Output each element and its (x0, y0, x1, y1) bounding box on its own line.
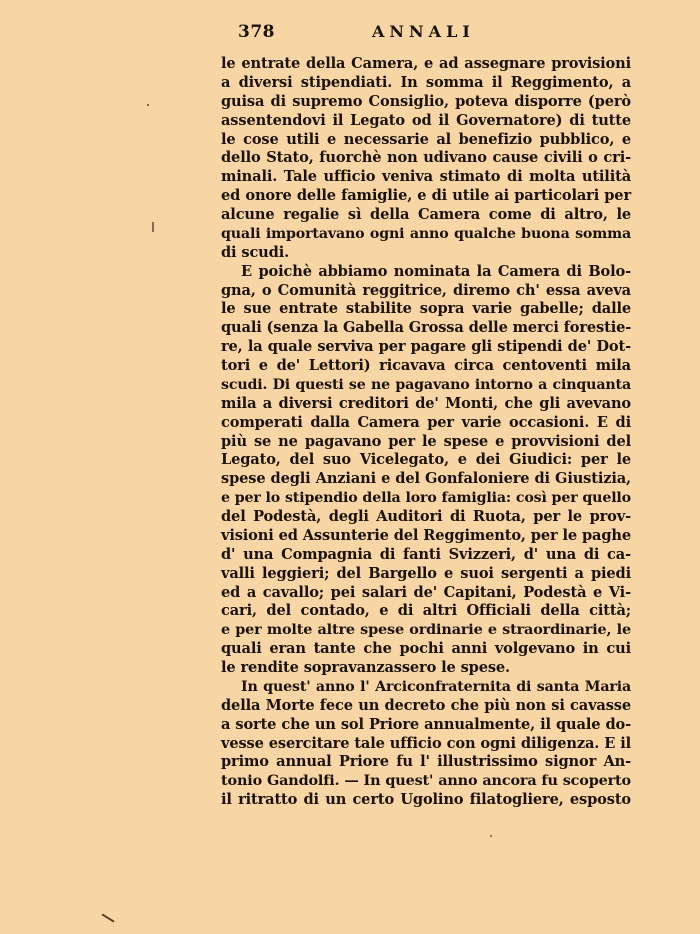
text-line: alcune regalie sì della Camera come di altro, le (221, 206, 631, 223)
text-line: guisa di supremo Consiglio, poteva disporre (però (221, 92, 631, 110)
text-line: re, la quale serviva per pagare gli stipendi de' Dot- (221, 338, 631, 356)
text-line: gna, o Comunità reggitrice, diremo ch' essa aveva (221, 281, 631, 299)
text-line: In quest' anno l' Arciconfraternita di santa Maria (241, 678, 631, 695)
text-line: scudi. Di questi se ne pagavano intorno a cinquanta (221, 376, 631, 393)
text-line: ed a cavallo; pei salari de' Capitani, Podestà e Vi- (221, 583, 631, 601)
text-line: il ritratto di un certo Ugolino filatogliere, esposto (221, 791, 631, 809)
text-line: minali. Tale ufficio veniva stimato di molta utilità (221, 168, 631, 186)
ink-speck (102, 913, 115, 922)
text-line: Legato, del suo Vicelegato, e dei Giudici: per le (221, 451, 631, 469)
text-line: le sue entrate stabilite sopra varie gabelle; dalle (221, 300, 631, 318)
text-line: visioni ed Assunterie del Reggimento, per le paghe (221, 526, 631, 544)
text-line: e per molte altre spese ordinarie e straordinarie, le (221, 621, 631, 639)
text-line: quali eran tante che pochi anni volgevano in cui (221, 640, 631, 658)
ink-speck (147, 104, 149, 106)
text-line: a sorte che un sol Priore annualmente, il quale do- (221, 715, 631, 733)
body-text (221, 55, 631, 810)
text-line: E poichè abbiamo nominata la Camera di Bolo- (241, 262, 631, 280)
text-line: le rendite sopravanzassero le spese. (221, 659, 510, 676)
text-line: quali importavano ogni anno qualche buona somma (221, 225, 631, 242)
text-line: tori e de' Lettori) ricavava circa centoventi mila (221, 357, 631, 374)
page-number: 378 (238, 22, 275, 42)
text-line: d' una Compagnia di fanti Svizzeri, d' una di ca- (221, 545, 631, 563)
text-line: spese degli Anziani e del Gonfaloniere di Giustizia, (221, 470, 631, 488)
text-line: cari, del contado, e di altri Officiali della città; (221, 602, 631, 620)
text-line: le cose utili e necessarie al benefizio pubblico, e (221, 130, 631, 148)
text-line: di scudi. (221, 243, 290, 261)
text-line: e per lo stipendio della loro famiglia: così per quello (221, 490, 631, 507)
text-line: ed onore delle famiglie, e di utile ai particolari per (221, 187, 631, 205)
text-line: dello Stato, fuorchè non udivano cause civili o cri- (221, 149, 631, 167)
ink-speck (152, 222, 154, 232)
page-header (238, 22, 658, 46)
text-line: della Morte fece un decreto che più non si cavasse (221, 696, 631, 714)
text-line: assentendovi il Legato od il Governatore) di tutte (221, 111, 631, 129)
text-line: mila a diversi creditori de' Monti, che gli avevano (221, 394, 631, 412)
text-line: vesse esercitare tale ufficio con ogni diligenza. E il (221, 734, 631, 752)
text-line: del Podestà, degli Auditori di Ruota, per le prov- (221, 508, 631, 525)
running-head: ANNALI (372, 22, 475, 41)
text-line: valli leggieri; del Bargello e suoi sergenti a piedi (221, 564, 631, 582)
text-line: quali (senza la Gabella Grossa delle merci forestie- (221, 319, 632, 337)
text-line: più se ne pagavano per le spese e provvisioni del (221, 432, 631, 450)
text-line: le entrate della Camera, e ad assegnare provisioni (221, 55, 631, 72)
text-line: tonio Gandolfi. — In quest' anno ancora fu scoperto (221, 772, 631, 790)
ink-speck (490, 835, 492, 837)
text-line: comperati dalla Camera per varie occasioni. E di (221, 413, 631, 431)
text-line: a diversi stipendiati. In somma il Reggimento, a (221, 73, 631, 91)
text-line: primo annual Priore fu l' illustrissimo signor An- (221, 753, 631, 771)
